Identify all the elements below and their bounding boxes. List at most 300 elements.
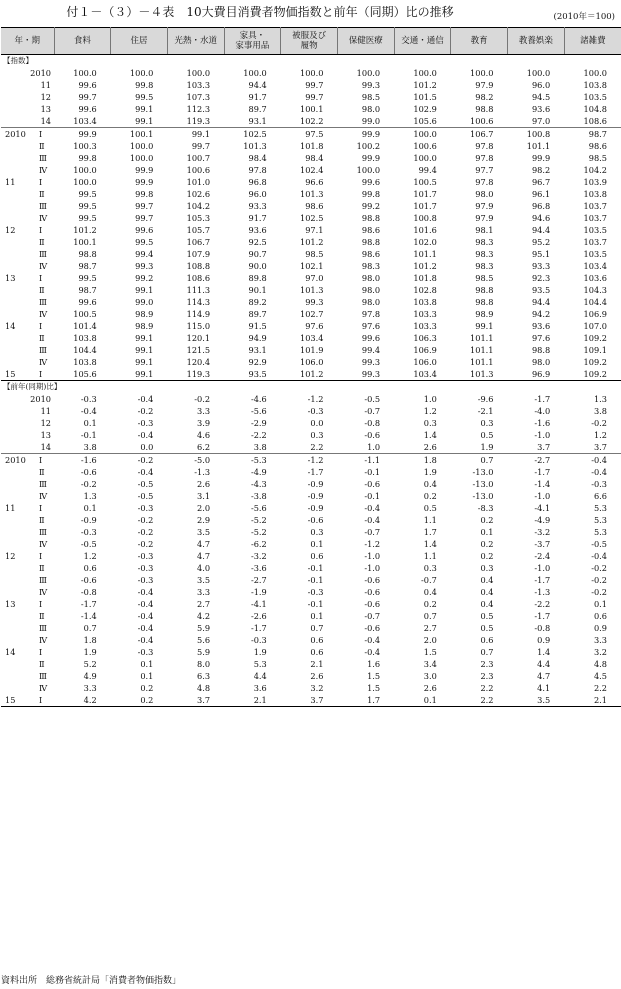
table-cell: 3.1	[197, 491, 211, 501]
table-cell: -0.6	[364, 430, 381, 440]
table-cell: 97.5	[281, 128, 338, 141]
table-cell: -2.2	[534, 599, 551, 609]
table-row	[1, 622, 621, 634]
table-cell: 4.2	[83, 695, 97, 705]
table-cell: 97.6	[361, 321, 381, 331]
table-cell: 96.7	[531, 177, 551, 187]
table-cell: -0.7	[421, 575, 437, 585]
table-cell: 5.3	[253, 659, 267, 669]
table-cell: 109.2	[583, 333, 607, 343]
table-cell: 100.7	[186, 153, 211, 163]
table-cell: 5.9	[197, 623, 211, 633]
table-cell: 99.8	[78, 153, 97, 163]
row-label	[1, 296, 54, 308]
table-row	[1, 514, 621, 526]
row-quarter: Ⅳ	[39, 635, 48, 645]
row-year: 11	[40, 80, 51, 90]
table-cell: 103.8	[583, 189, 607, 199]
table-cell: 101.3	[243, 141, 267, 151]
table-cell: 101.2	[73, 225, 97, 235]
table-cell: 0.3	[480, 563, 494, 573]
table-row	[1, 128, 621, 141]
table-cell: 98.7	[78, 261, 97, 271]
row-year: 2010	[30, 394, 51, 404]
table-cell: 3.7	[593, 442, 607, 452]
table-cell: 103.4	[583, 261, 607, 271]
table-row	[1, 344, 621, 356]
table-cell: 97.9	[475, 80, 494, 90]
cpi-table	[1, 27, 621, 707]
table-cell: -1.6	[54, 454, 111, 467]
table-cell: -2.9	[250, 418, 267, 428]
table-cell: 2.3	[480, 659, 494, 669]
table-cell: 114.9	[186, 309, 211, 319]
unit-note: (2010年＝100)	[553, 12, 615, 22]
table-cell: 3.8	[593, 406, 607, 416]
row-label	[1, 140, 54, 152]
row-year: 14	[40, 442, 51, 452]
table-row	[1, 538, 621, 550]
table-cell: 120.1	[186, 333, 211, 343]
table-cell: 3.2	[310, 683, 324, 693]
table-cell: -2.7	[508, 454, 565, 467]
table-cell: -0.1	[307, 599, 324, 609]
table-cell: 101.7	[413, 201, 437, 211]
table-row	[1, 694, 621, 707]
table-cell: 101.2	[413, 261, 437, 271]
table-cell: 98.8	[78, 249, 97, 259]
table-cell: 93.1	[248, 116, 267, 126]
table-cell: 1.2	[83, 551, 97, 561]
table-cell: 2.6	[423, 683, 437, 693]
row-label	[1, 236, 54, 248]
row-year: 2010	[30, 68, 51, 78]
table-row	[1, 429, 621, 441]
row-label	[1, 260, 54, 272]
row-quarter: Ⅲ	[39, 297, 47, 307]
table-cell: -0.5	[591, 539, 607, 549]
table-row	[1, 140, 621, 152]
table-cell: 96.6	[305, 177, 324, 187]
table-cell: 96.0	[248, 189, 267, 199]
table-cell: 98.6	[588, 141, 607, 151]
row-quarter: Ⅱ	[39, 285, 45, 295]
row-label	[1, 103, 54, 115]
table-cell: 100.0	[243, 68, 267, 78]
table-cell: 4.7	[537, 671, 551, 681]
table-cell: 97.8	[475, 153, 494, 163]
table-cell: 99.5	[78, 201, 97, 211]
table-row	[1, 550, 621, 562]
table-cell: 100.0	[356, 68, 381, 78]
row-year: 13	[40, 430, 51, 440]
table-cell: 99.7	[305, 92, 324, 102]
table-cell: 98.5	[361, 92, 381, 102]
table-cell: 101.1	[470, 357, 494, 367]
row-label	[1, 320, 54, 332]
table-cell: -3.2	[250, 551, 267, 561]
table-cell: 99.6	[78, 80, 97, 90]
row-year: 15	[5, 369, 16, 379]
table-cell: 100.0	[186, 68, 211, 78]
table-cell: -4.6	[250, 394, 267, 404]
table-cell: -0.4	[137, 635, 154, 645]
row-label	[1, 91, 54, 103]
table-cell: 94.4	[248, 80, 267, 90]
table-cell: 105.3	[186, 213, 211, 223]
table-cell: 99.4	[135, 249, 154, 259]
table-cell: 99.9	[531, 153, 551, 163]
table-cell: 97.0	[531, 116, 551, 126]
table-cell: 3.8	[83, 442, 97, 452]
table-cell: 105.6	[413, 116, 437, 126]
table-cell: -2.2	[250, 430, 267, 440]
table-cell: 0.3	[310, 527, 324, 537]
table-cell: 0.7	[451, 454, 508, 467]
table-cell: -1.7	[534, 467, 551, 477]
table-cell: 103.5	[583, 249, 607, 259]
table-cell: -0.4	[137, 599, 154, 609]
row-label	[1, 514, 54, 526]
row-quarter: Ⅰ	[39, 695, 43, 705]
section-label: 【指数】	[3, 56, 33, 65]
source-note: 資料出所 総務省統計局「消費者物価指数」	[1, 976, 182, 986]
table-cell: 97.8	[248, 165, 267, 175]
table-cell: 98.3	[475, 249, 494, 259]
row-label	[1, 405, 54, 417]
table-cell: 94.4	[531, 297, 551, 307]
table-cell: 102.9	[413, 104, 437, 114]
table-cell: 0.1	[140, 671, 154, 681]
table-cell: 99.7	[305, 80, 324, 90]
table-cell: 97.6	[305, 321, 324, 331]
table-cell: -1.7	[534, 575, 551, 585]
row-year: 14	[5, 647, 16, 657]
table-cell: 100.5	[73, 309, 97, 319]
table-row	[1, 526, 621, 538]
row-label	[1, 284, 54, 296]
table-cell: 0.5	[480, 623, 494, 633]
row-quarter: Ⅲ	[39, 249, 47, 259]
row-quarter: Ⅰ	[39, 225, 43, 235]
table-cell: 99.4	[361, 345, 381, 355]
row-label	[1, 454, 54, 467]
table-cell: -0.2	[137, 527, 154, 537]
table-row	[1, 441, 621, 454]
table-cell: 97.8	[475, 177, 494, 187]
table-cell: 99.6	[135, 225, 154, 235]
table-cell: -0.6	[364, 623, 381, 633]
table-cell: -3.2	[534, 527, 551, 537]
table-cell: -0.4	[137, 467, 154, 477]
table-cell: 0.3	[423, 563, 437, 573]
table-cell: -8.3	[477, 503, 494, 513]
table-cell: 0.4	[480, 575, 494, 585]
table-cell: 1.9	[480, 442, 494, 452]
table-cell: 98.8	[361, 237, 381, 247]
table-cell: -0.6	[364, 575, 381, 585]
table-cell: -0.2	[137, 515, 154, 525]
table-cell: 0.2	[140, 695, 154, 705]
table-cell: 93.6	[531, 321, 551, 331]
table-row	[1, 152, 621, 164]
table-cell: 94.5	[531, 92, 551, 102]
row-label	[1, 526, 54, 538]
row-label	[1, 646, 54, 658]
row-label	[1, 188, 54, 200]
table-cell: -1.7	[80, 599, 97, 609]
table-cell: 112.3	[186, 104, 211, 114]
table-cell: 1.2	[593, 430, 607, 440]
table-cell: 5.3	[593, 503, 607, 513]
table-cell: -0.1	[364, 467, 381, 477]
table-cell: 98.5	[588, 153, 607, 163]
row-label	[1, 634, 54, 646]
table-cell: -0.4	[137, 623, 154, 633]
table-cell: -0.8	[534, 623, 551, 633]
table-cell: 1.0	[423, 394, 437, 404]
row-quarter: Ⅳ	[39, 587, 48, 597]
table-row	[1, 308, 621, 320]
table-cell: 93.5	[531, 285, 551, 295]
table-cell: 99.9	[361, 153, 381, 163]
table-cell: -4.1	[250, 599, 267, 609]
row-label	[1, 586, 54, 598]
row-quarter: Ⅳ	[39, 683, 48, 693]
table-cell: 99.6	[78, 104, 97, 114]
table-cell: 3.0	[423, 671, 437, 681]
table-cell: 0.1	[140, 659, 154, 669]
table-cell: 106.0	[299, 357, 324, 367]
table-cell: -0.2	[591, 575, 607, 585]
table-cell: 1.4	[423, 430, 437, 440]
table-cell: 101.9	[299, 345, 324, 355]
table-cell: 0.6	[83, 563, 97, 573]
table-cell: 2.1	[253, 695, 267, 705]
table-cell: -0.5	[80, 539, 97, 549]
table-cell: 6.6	[593, 491, 607, 501]
table-cell: 119.3	[186, 116, 211, 126]
table-cell: 98.7	[564, 128, 621, 141]
table-row	[1, 574, 621, 586]
table-cell: 106.9	[413, 345, 437, 355]
column-header: 諸雑費	[564, 28, 621, 55]
table-cell: 1.0	[367, 442, 381, 452]
row-label	[1, 502, 54, 514]
table-cell: -0.2	[591, 418, 607, 428]
table-cell: 106.9	[583, 309, 607, 319]
table-cell: 5.2	[83, 659, 97, 669]
table-row	[1, 586, 621, 598]
table-cell: -1.7	[534, 611, 551, 621]
table-cell: 94.4	[531, 225, 551, 235]
table-row	[1, 502, 621, 514]
table-cell: 1.8	[394, 454, 451, 467]
table-cell: 1.6	[367, 659, 381, 669]
table-cell: 103.3	[186, 80, 211, 90]
table-cell: 100.0	[129, 141, 154, 151]
table-cell: -4.9	[250, 467, 267, 477]
table-cell: 0.2	[423, 599, 437, 609]
row-quarter: Ⅰ	[39, 551, 43, 561]
table-cell: -1.7	[307, 467, 324, 477]
table-cell: 100.6	[413, 141, 437, 151]
table-cell: 0.5	[480, 430, 494, 440]
table-cell: 0.1	[310, 611, 324, 621]
table-row	[1, 320, 621, 332]
table-cell: 3.3	[197, 587, 211, 597]
table-cell: 98.7	[78, 285, 97, 295]
table-cell: 97.8	[475, 141, 494, 151]
table-row	[1, 417, 621, 429]
table-cell: -9.6	[477, 394, 494, 404]
table-cell: -5.2	[250, 515, 267, 525]
table-cell: 103.7	[583, 237, 607, 247]
table-cell: 0.6	[310, 647, 324, 657]
table-row	[1, 478, 621, 490]
table-cell: -0.1	[364, 491, 381, 501]
table-row	[1, 682, 621, 694]
table-cell: 0.9	[593, 623, 607, 633]
table-cell: 6.2	[197, 442, 211, 452]
table-cell: 99.5	[135, 92, 154, 102]
table-row	[1, 610, 621, 622]
table-cell: 98.3	[361, 261, 381, 271]
table-cell: -0.5	[364, 394, 381, 404]
table-cell: 4.1	[537, 683, 551, 693]
table-cell: 100.0	[356, 165, 381, 175]
table-cell: 101.3	[299, 285, 324, 295]
row-quarter: Ⅱ	[39, 237, 45, 247]
table-cell: 99.9	[135, 177, 154, 187]
table-cell: 107.9	[186, 249, 211, 259]
table-cell: 99.8	[135, 80, 154, 90]
table-cell: 108.8	[186, 261, 211, 271]
table-cell: -0.6	[80, 467, 97, 477]
row-label	[1, 478, 54, 490]
table-cell: 89.8	[248, 273, 267, 283]
table-cell: 103.3	[413, 321, 437, 331]
row-label	[1, 67, 54, 79]
table-cell: 100.0	[129, 153, 154, 163]
table-cell: 94.9	[248, 333, 267, 343]
table-cell: -0.8	[364, 418, 381, 428]
table-cell: 0.0	[140, 442, 154, 452]
table-cell: 119.3	[186, 369, 211, 379]
table-cell: -0.9	[307, 479, 324, 489]
table-cell: 2.0	[423, 635, 437, 645]
table-cell: -0.7	[364, 527, 381, 537]
table-cell: 99.0	[361, 116, 381, 126]
table-cell: 95.2	[531, 237, 551, 247]
table-cell: -1.4	[80, 611, 97, 621]
table-cell: 0.6	[480, 635, 494, 645]
table-cell: -13.0	[472, 467, 494, 477]
table-cell: -0.4	[364, 647, 381, 657]
table-cell: -0.2	[80, 479, 97, 489]
row-year: 11	[5, 177, 16, 187]
table-cell: 2.1	[593, 695, 607, 705]
row-label	[1, 670, 54, 682]
table-cell: -0.4	[364, 515, 381, 525]
table-cell: -0.4	[137, 430, 154, 440]
table-cell: 103.7	[583, 213, 607, 223]
table-cell: 99.7	[135, 213, 154, 223]
table-cell: -0.2	[194, 394, 211, 404]
table-cell: 2.2	[593, 683, 607, 693]
table-cell: 106.7	[186, 237, 211, 247]
table-cell: -4.1	[534, 503, 551, 513]
table-cell: 98.4	[305, 153, 324, 163]
table-cell: 100.3	[73, 141, 97, 151]
table-cell: 2.2	[310, 442, 324, 452]
table-cell: 1.5	[367, 683, 381, 693]
table-cell: -1.0	[534, 430, 551, 440]
table-cell: 1.3	[83, 491, 97, 501]
table-cell: 99.5	[78, 273, 97, 283]
table-cell: 100.0	[299, 68, 324, 78]
table-cell: 99.1	[135, 116, 154, 126]
table-cell: 3.7	[310, 695, 324, 705]
table-cell: 1.9	[423, 467, 437, 477]
table-row	[1, 272, 621, 284]
table-cell: 103.5	[583, 225, 607, 235]
table-cell: 98.0	[531, 357, 551, 367]
table-cell: 107.3	[186, 92, 211, 102]
table-cell: 0.1	[83, 418, 97, 428]
row-quarter: Ⅰ	[39, 455, 43, 465]
row-label	[1, 128, 54, 141]
table-cell: 109.1	[583, 345, 607, 355]
table-cell: -5.6	[250, 503, 267, 513]
table-cell: 4.5	[593, 671, 607, 681]
row-label	[1, 490, 54, 502]
table-cell: 4.4	[537, 659, 551, 669]
table-cell: 98.3	[475, 237, 494, 247]
row-year: 12	[5, 225, 16, 235]
table-cell: 98.5	[305, 249, 324, 259]
table-cell: 104.8	[583, 104, 607, 114]
table-cell: 99.6	[361, 177, 381, 187]
table-cell: 0.3	[480, 418, 494, 428]
table-cell: 99.3	[361, 357, 381, 367]
table-cell: -2.6	[250, 611, 267, 621]
table-cell: 100.2	[356, 141, 381, 151]
table-cell: 103.9	[583, 177, 607, 187]
table-cell: -0.3	[137, 503, 154, 513]
table-cell: 94.2	[531, 309, 551, 319]
table-cell: 0.7	[83, 623, 97, 633]
table-cell: 92.5	[248, 237, 267, 247]
row-label	[1, 344, 54, 356]
row-year: 12	[40, 418, 51, 428]
table-cell: -0.2	[137, 406, 154, 416]
table-cell: -0.7	[364, 406, 381, 416]
table-cell: 0.1	[480, 527, 494, 537]
table-cell: 0.5	[423, 503, 437, 513]
table-row	[1, 248, 621, 260]
column-header: 食料	[54, 28, 111, 55]
table-cell: -1.2	[307, 394, 324, 404]
table-cell: -1.4	[534, 479, 551, 489]
row-quarter: Ⅰ	[39, 177, 43, 187]
table-cell: 101.1	[470, 333, 494, 343]
table-cell: 3.5	[197, 575, 211, 585]
table-cell: 98.0	[361, 297, 381, 307]
table-cell: -2.1	[477, 406, 494, 416]
table-cell: 100.6	[470, 116, 494, 126]
table-cell: 0.2	[140, 683, 154, 693]
